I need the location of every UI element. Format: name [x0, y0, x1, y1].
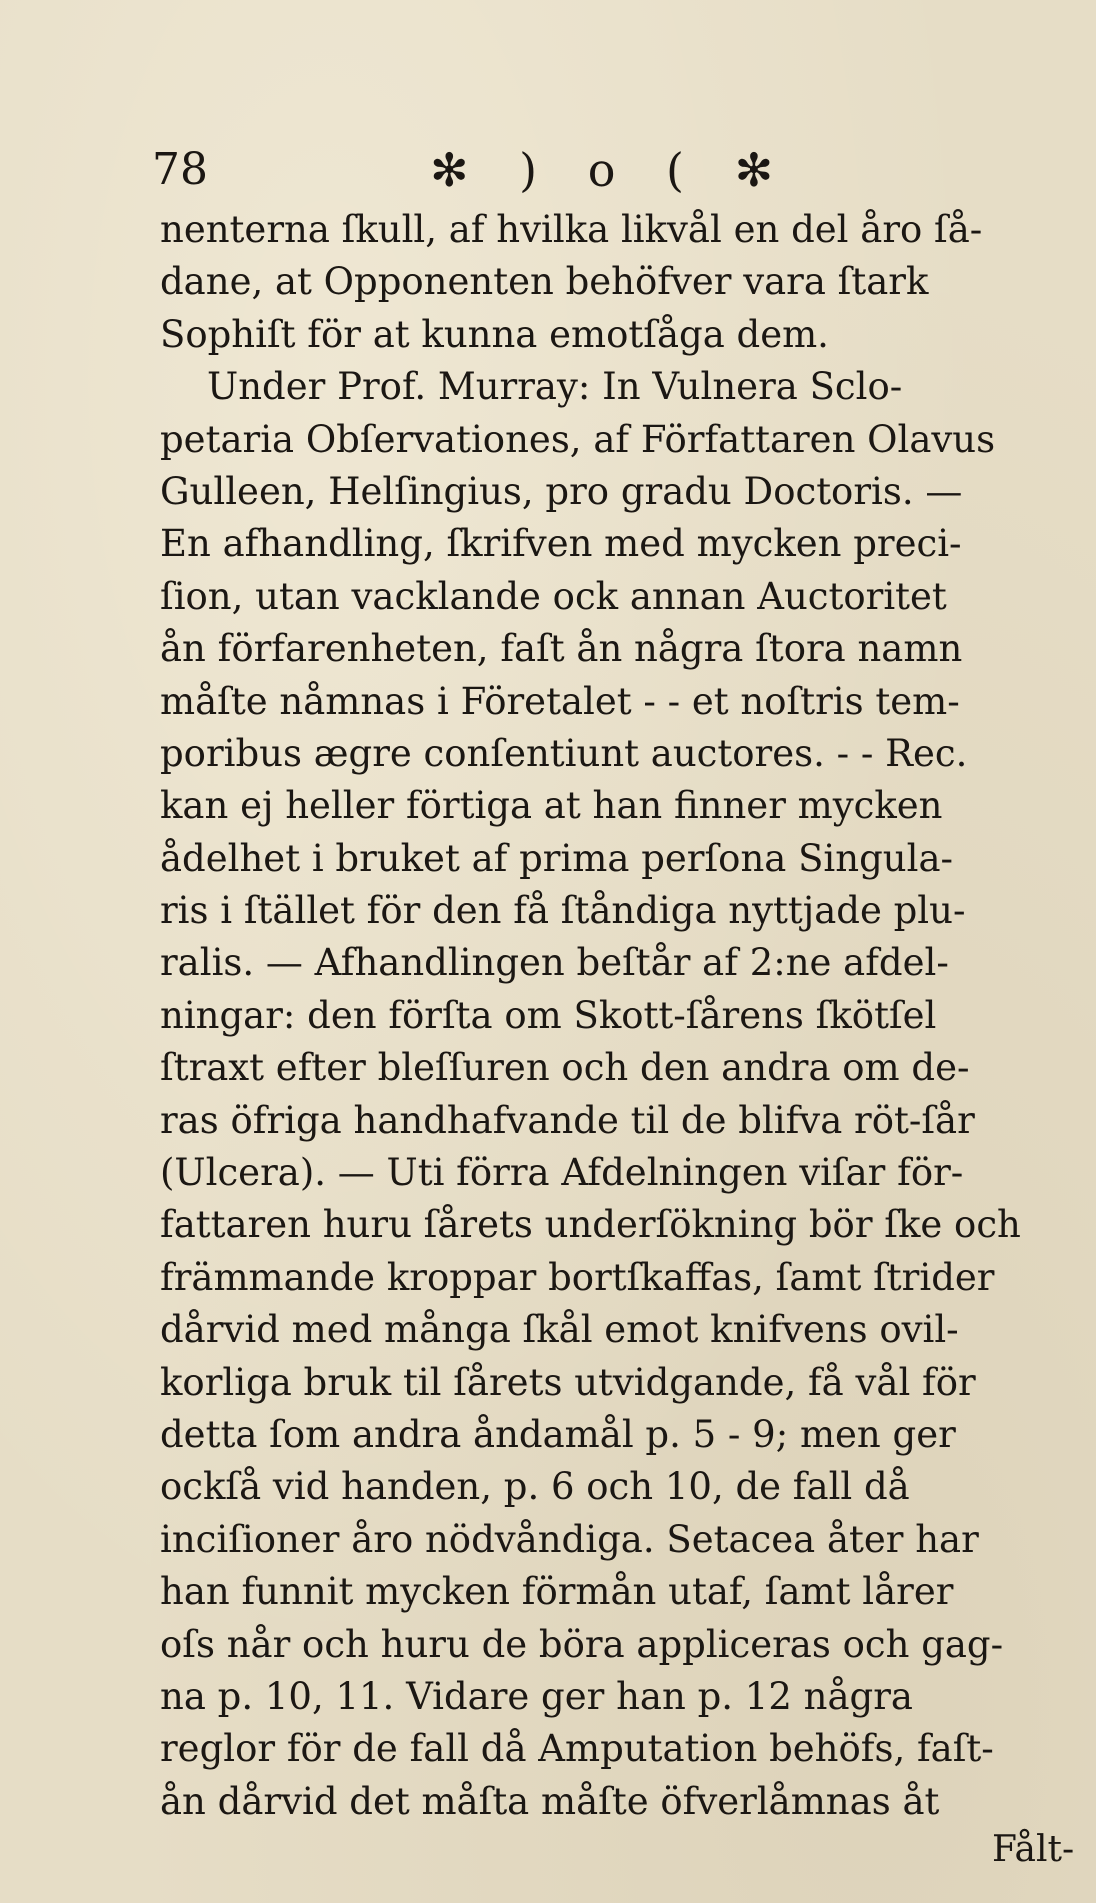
text-line: ralis. — Afhandlingen beſtår af 2:ne afdel- — [160, 941, 949, 985]
page-header — [0, 140, 1096, 200]
text-line: fattaren huru ſårets underſökning bör ſke och — [160, 1203, 1021, 1247]
text-line: ådelhet i bruket af prima perſona Singula- — [160, 836, 954, 880]
text-line: främmande kroppar bortſkaffas, ſamt ſtrider — [160, 1255, 995, 1299]
text-line: dane, at Opponenten behöfver vara ſtark — [160, 260, 929, 304]
text-line: Gulleen, Helſingius, pro gradu Doctoris. — — [160, 469, 963, 513]
text-line: inciſioner åro nödvåndiga. Setacea åter har — [160, 1517, 979, 1561]
text-line: dårvid med många ſkål emot knifvens ovil- — [160, 1308, 959, 1352]
text-line: ſion, utan vacklande ock annan Auctoritet — [160, 574, 947, 618]
text-line: detta ſom andra åndamål p. 5 - 9; men ger — [160, 1412, 956, 1456]
text-line: oſs når och huru de böra appliceras och gag- — [160, 1622, 1004, 1666]
page-number: 78 — [152, 144, 208, 195]
text-line: petaria Obſervationes, af Författaren Olavus — [160, 417, 996, 461]
body-text — [160, 204, 1080, 1828]
text-line: kan ej heller förtiga at han finner mycken — [160, 784, 943, 828]
text-line: ris i ſtället för den få ſtåndiga nyttjade plu- — [160, 889, 966, 933]
catchword: Fålt- — [992, 1829, 1075, 1870]
text-line: ſtraxt efter bleſſuren och den andra om de- — [160, 1046, 970, 1090]
text-line: ån dårvid det måſta måſte öfverlåmnas åt — [160, 1779, 940, 1823]
text-line: (Ulcera). — Uti förra Afdelningen viſar för- — [160, 1151, 964, 1195]
text-line: korliga bruk til ſårets utvidgande, få vål för — [160, 1360, 976, 1404]
text-line: nenterna ſkull, af hvilka likvål en del åro ſå- — [160, 208, 983, 251]
text-line: ras öfriga handhafvande til de blifva röt-ſår — [160, 1098, 975, 1142]
text-line: Sophiſt för at kunna emotſåga dem. — [160, 312, 829, 356]
text-line: poribus ægre conſentiunt auctores. - - Rec. — [160, 731, 968, 775]
text-line: na p. 10, 11. Vidare ger han p. 12 några — [160, 1674, 913, 1718]
text-line: han funnit mycken förmån utaf, ſamt lårer — [160, 1570, 954, 1614]
text-line: reglor för de fall då Amputation behöfs, faſt- — [160, 1727, 994, 1771]
text-line: ån förfarenheten, faſt ån några ſtora namn — [160, 627, 963, 671]
text-line: måſte nåmnas i Företalet - - et noſtris tem- — [160, 679, 960, 723]
text-line: ockſå vid handen, p. 6 och 10, de fall då — [160, 1465, 910, 1509]
text-line: En afhandling, ſkrifven med mycken preci- — [160, 522, 962, 566]
text-line: ningar: den förſta om Skott-ſårens ſkötſel — [160, 993, 937, 1037]
text-line: Under Prof. Murray: In Vulnera Sclo- — [160, 365, 903, 409]
header-ornament: ✻ ) o ( ✻ — [430, 143, 792, 197]
